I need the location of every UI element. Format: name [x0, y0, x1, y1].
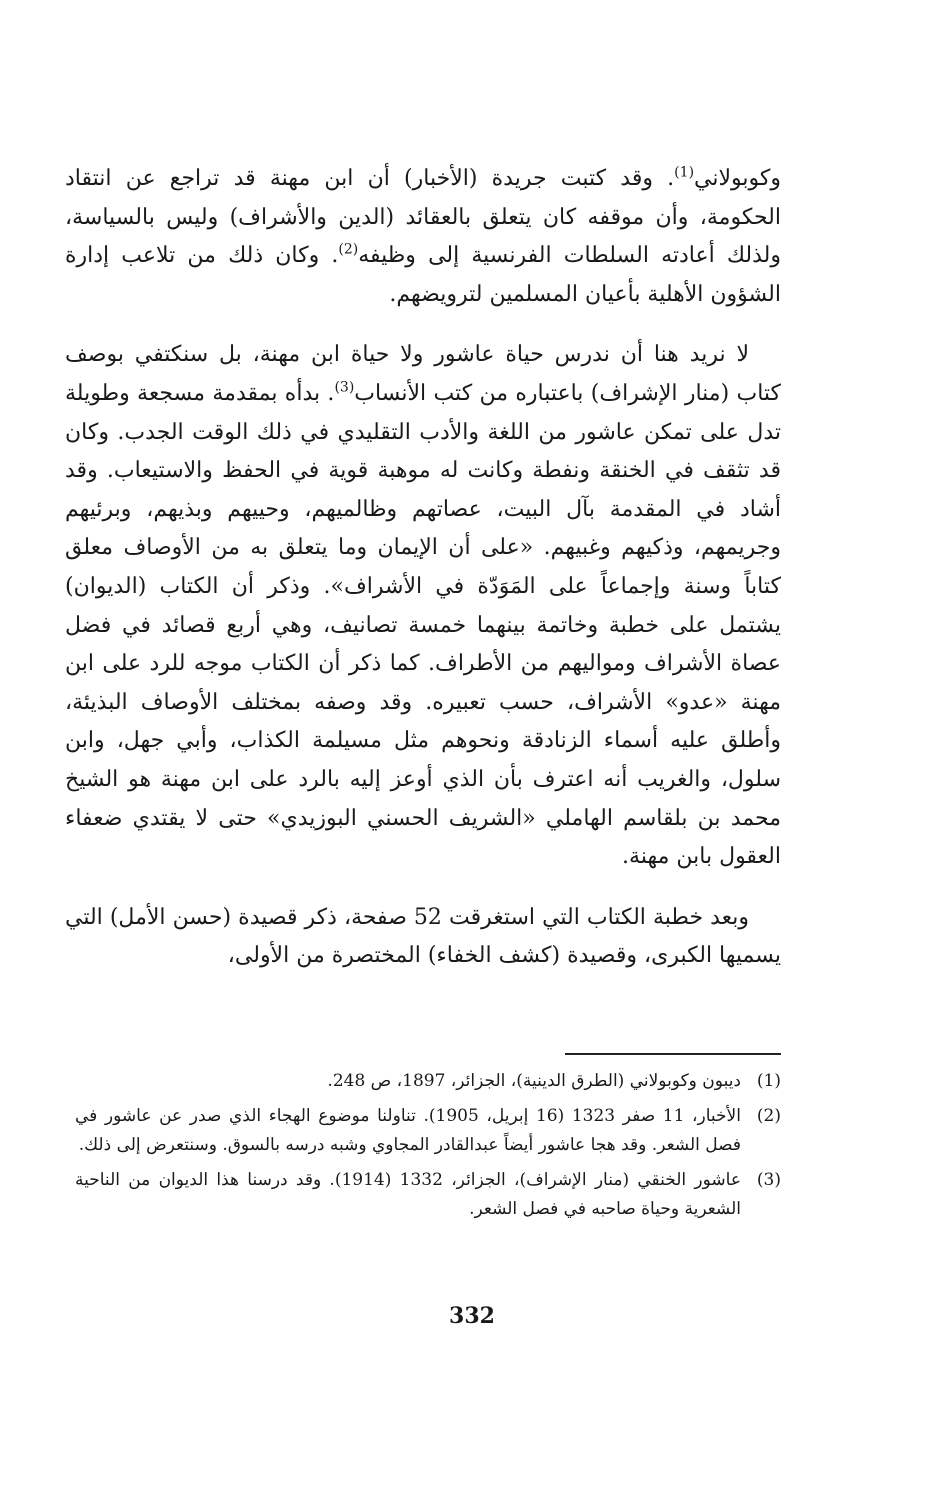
paragraph-1-part-2: . وقد كتبت جريدة (الأخبار) أن ابن مهنة قد تراجع عن انتقاد الحكومة، وأن موقفه كان يتعلق بالعقائد (الدين والأشراف) وليس بالسياسة، ولذلك أعادته السلطات الفرنسية إلى وظيفه: [65, 166, 782, 269]
footnote-separator: [565, 1053, 781, 1055]
footnotes: [75, 1067, 781, 1230]
footnote-number: (3): [756, 1170, 781, 1190]
footnote-1: [75, 1067, 781, 1096]
paragraph-1: [65, 160, 781, 314]
paragraph-3: وبعد خطبة الكتاب التي استغرقت 52 صفحة، ذكر قصيدة (حسن الأمل) التي يسميها الكبرى، وقصيدة (كشف الخفاء) المختصرة من الأولى،: [65, 904, 781, 969]
page-number: 332: [449, 1303, 495, 1329]
paragraph-1-part-3: . وكان ذلك من تلاعب إدارة الشؤون الأهلية بأعيان المسلمين لترويضهم.: [65, 243, 781, 307]
footnote-text: ديبون وكوبولاني (الطرق الدينية)، الجزائر، 1897، ص 248.: [327, 1071, 741, 1091]
paragraph-2-part-1: لا نريد هنا أن ندرس حياة عاشور ولا حياة ابن مهنة، بل سنكتفي بوصف كتاب (منار الإشراف) باعتباره من كتب الأنساب: [65, 342, 782, 406]
paragraph-2-part-2: . بدأه بمقدمة مسجعة وطويلة تدل على تمكن عاشور من اللغة والأدب التقليدي في ذلك الوقت الجدب. وكان قد تثقف في الخنقة ونفطة وكانت له موهبة قوية في الحفظ والاستيعاب. وقد أشاد في المقدمة بآل البيت، عصاتهم وظالميهم، وحييهم وبذيهم، وبرئيهم وجريمهم، وذكيهم وغبيهم. «على أن الإيمان وما يتعلق به من الأوصاف معلق كتاباً وسنة وإجماعاً على المَوَدّة في الأشراف». وذكر أن الكتاب (الديوان) يشتمل على خطبة وخاتمة بينهما خمسة تصانيف، وهي أربع قصائد في فضل عصاة الأشراف ومواليهم من الأطراف. كما ذكر أن الكتاب موجه للرد على ابن مهنة «عدو» الأشراف، حسب تعبيره. وقد وصفه بمختلف الأوصاف البذيئة، وأطلق عليه أسماء الزنادقة ونحوهم مثل مسيلمة الكذاب، وأبي جهل، وابن سلول، والغريب أنه اعترف بأن الذي أوعز إليه بالرد على ابن مهنة هو الشيخ محمد بن بلقاسم الهاملي «الشريف الحسني البوزيدي» حتى لا يقتدي ضعفاء العقول بابن مهنة.: [65, 380, 781, 870]
footnote-ref-2: (2): [338, 241, 359, 258]
footnote-2: [75, 1102, 781, 1160]
footnote-number: (1): [756, 1071, 781, 1091]
footnote-ref-3: (3): [334, 379, 355, 396]
page-body: [65, 160, 781, 976]
footnote-ref-1: (1): [674, 164, 695, 181]
paragraph-2: [65, 336, 781, 876]
paragraph-1-part-1: وكوبولاني: [694, 166, 781, 191]
footnote-text: عاشور الخنقي (منار الإشراف)، الجزائر، 1332 (1914). وقد درسنا هذا الديوان من الناحية الشعرية وحياة صاحبه في فصل الشعر.: [75, 1170, 741, 1219]
footnote-number: (2): [756, 1106, 781, 1126]
footnote-text: الأخبار، 11 صفر 1323 (16 إبريل، 1905). تناولنا موضوع الهجاء الذي صدر عن عاشور في فصل الشعر. وقد هجا عاشور أيضاً عبدالقادر المجاوي وشبه درسه بالسوق. وسنتعرض إلى ذلك.: [75, 1106, 741, 1155]
footnote-3: [75, 1166, 781, 1224]
